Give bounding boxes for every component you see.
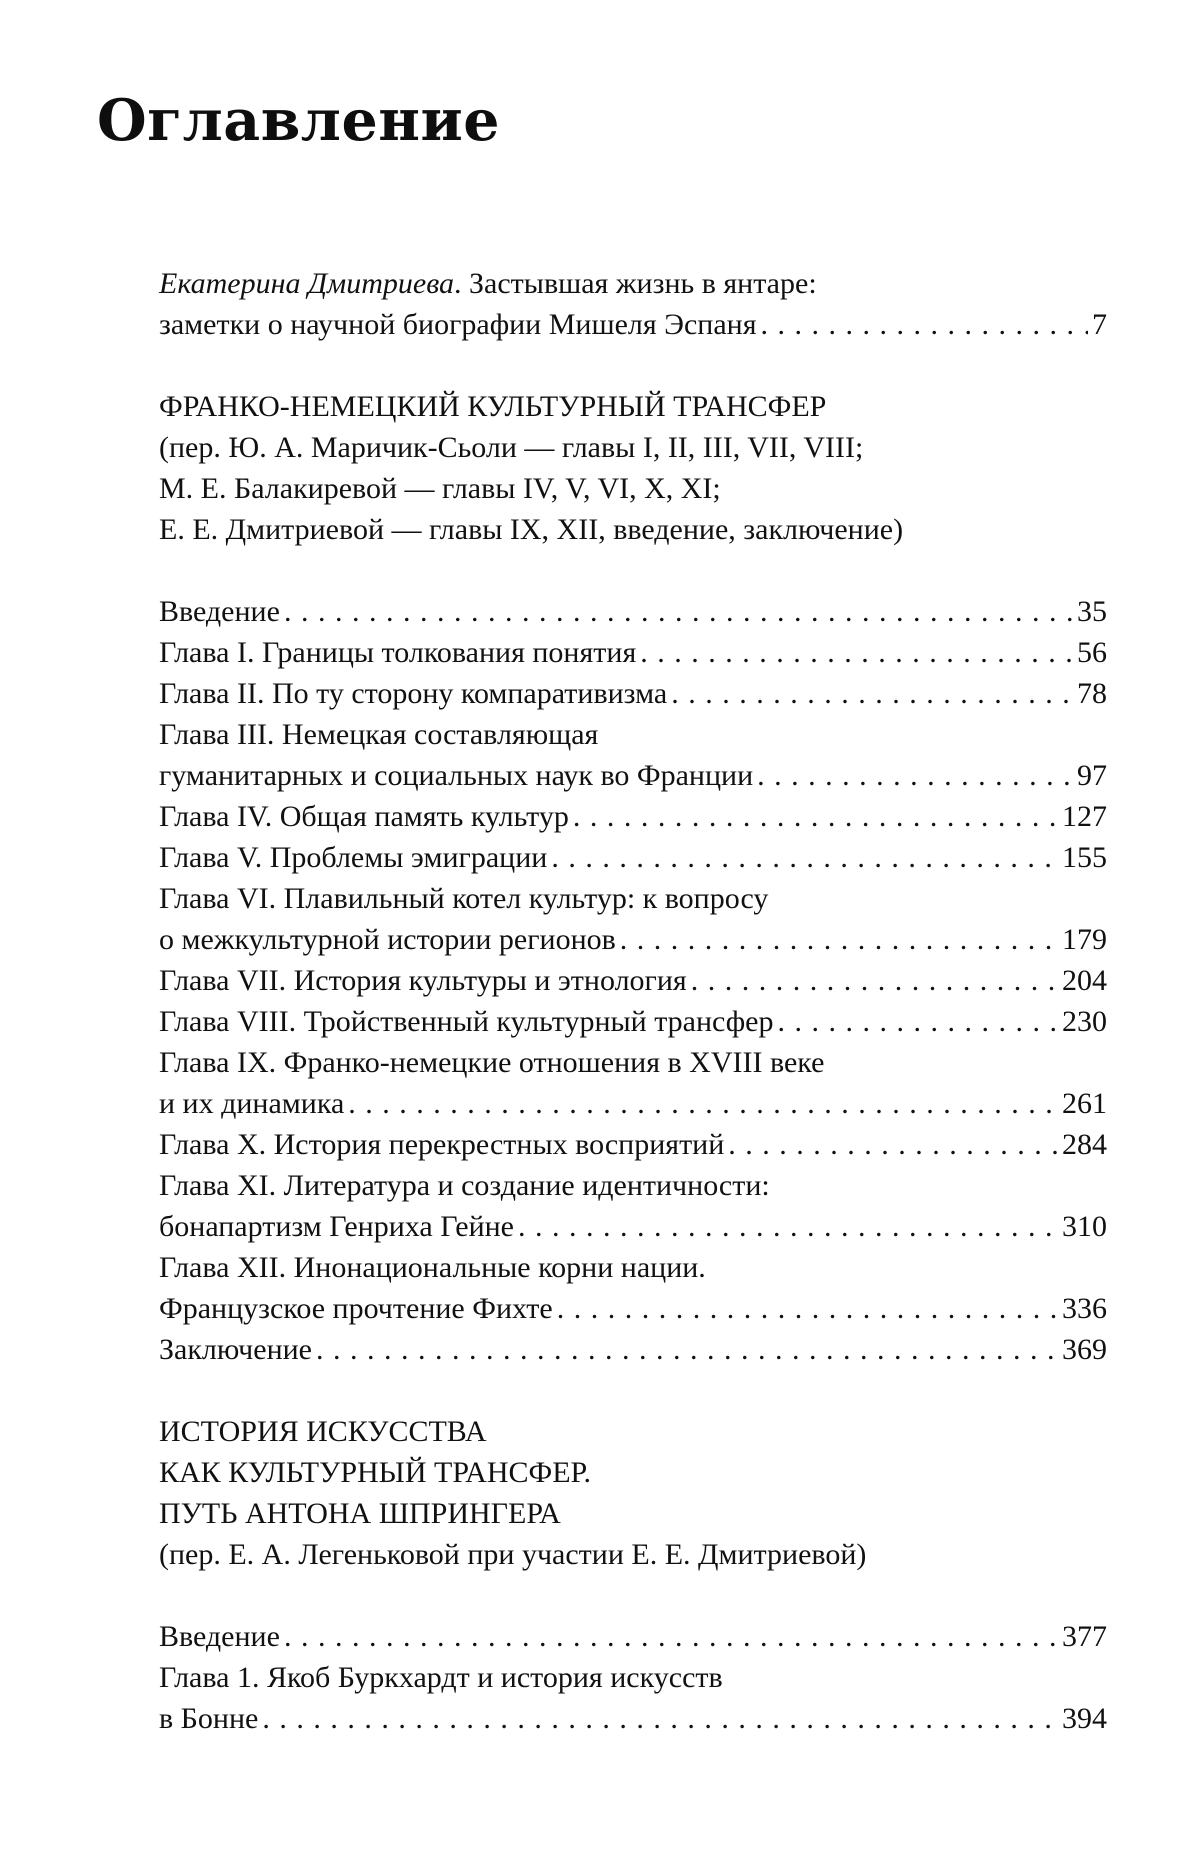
page-number: 35 (1077, 595, 1107, 628)
toc-entry-title: Глава I. Границы толкования понятия (159, 636, 637, 669)
page-number: 394 (1062, 1702, 1107, 1735)
toc-entry (159, 878, 1107, 960)
part-2-entries (159, 1616, 1107, 1739)
dot-leader (620, 919, 1058, 960)
page-number: 336 (1062, 1292, 1107, 1325)
toc-entry (159, 1657, 1107, 1739)
part-2-heading-line: ПУТЬ АНТОНА ШПРИНГЕРА (159, 1497, 561, 1530)
page-number: 377 (1062, 1620, 1107, 1653)
part-1-translators-line: (пер. Ю. А. Маричик-Сьоли — главы I, II, III, VII, VIII; (159, 431, 864, 464)
part-2-heading-line: ИСТОРИЯ ИСКУССТВА (159, 1415, 487, 1448)
toc-entry-title: и их динамика (159, 1087, 345, 1120)
toc-entry-line: Глава VI. Плавильный котел культур: к вопросу (159, 882, 769, 915)
toc-entry (159, 1165, 1107, 1247)
toc-entry (159, 960, 1107, 1001)
dot-leader (518, 1206, 1058, 1247)
toc-entry-title: бонапартизм Генриха Гейне (159, 1210, 514, 1243)
intro-author: Екатерина Дмитриева (159, 267, 455, 300)
toc-entry-line: Глава XII. Инонациональные корни нации. (159, 1251, 706, 1284)
intro-title-line-2: заметки о научной биографии Мишеля Эспаня (159, 308, 757, 341)
part-2-translators-line: (пер. Е. А. Легеньковой при участии Е. Е. Дмитриевой) (159, 1538, 867, 1571)
page-number: 7 (1092, 308, 1107, 341)
part-1-translators-line: Е. Е. Дмитриевой — главы IX, XII, введение, заключение) (159, 513, 904, 546)
table-of-contents (159, 263, 1107, 1739)
part-2-header (159, 1411, 1107, 1575)
toc-entry (159, 1042, 1107, 1124)
dot-leader (284, 591, 1073, 632)
toc-entry-title: Глава VII. История культуры и этнология (159, 964, 687, 997)
toc-entry-line: Глава XI. Литература и создание идентичности: (159, 1169, 770, 1202)
dot-leader (691, 960, 1058, 1001)
toc-entry (159, 796, 1107, 837)
toc-entry (159, 1616, 1107, 1657)
page-number: 155 (1062, 841, 1107, 874)
toc-entry-title: Глава IV. Общая память культур (159, 800, 569, 833)
toc-entry-line: Глава 1. Якоб Буркхардт и история искусств (159, 1661, 723, 1694)
page-number: 204 (1062, 964, 1107, 997)
toc-entry-line: Глава IX. Франко-немецкие отношения в XVIII веке (159, 1046, 825, 1079)
part-1-translators-line: М. Е. Балакиревой — главы IV, V, VI, X, XI; (159, 472, 721, 505)
intro-title-line-1: . Застывшая жизнь в янтаре: (454, 267, 817, 300)
dot-leader (757, 755, 1073, 796)
dot-leader (348, 1083, 1058, 1124)
toc-entry (159, 837, 1107, 878)
part-2-heading-line: КАК КУЛЬТУРНЫЙ ТРАНСФЕР. (159, 1456, 591, 1489)
page-number: 261 (1062, 1087, 1107, 1120)
toc-entry-title: в Бонне (159, 1702, 259, 1735)
dot-leader (262, 1698, 1058, 1739)
page-number: 179 (1062, 923, 1107, 956)
page-number: 97 (1077, 759, 1107, 792)
toc-entry-line: Глава III. Немецкая составляющая (159, 718, 599, 751)
page-number: 78 (1077, 677, 1107, 710)
part-1-heading: ФРАНКО-НЕМЕЦКИЙ КУЛЬТУРНЫЙ ТРАНСФЕР (159, 390, 827, 423)
dot-leader (557, 1288, 1058, 1329)
toc-intro-entry (159, 263, 1107, 345)
toc-entry-title: Глава X. История перекрестных восприятий (159, 1128, 725, 1161)
toc-entry (159, 632, 1107, 673)
dot-leader (573, 796, 1058, 837)
toc-entry (159, 1001, 1107, 1042)
page-number: 369 (1062, 1333, 1107, 1366)
page-title: Оглавление (97, 87, 501, 154)
toc-entry-title: Введение (159, 1620, 280, 1653)
page-number: 284 (1062, 1128, 1107, 1161)
toc-entry-title: Введение (159, 595, 280, 628)
part-1-entries (159, 591, 1107, 1370)
page-number: 56 (1077, 636, 1107, 669)
dot-leader (671, 673, 1073, 714)
toc-entry (159, 1124, 1107, 1165)
toc-entry-title: Заключение (159, 1333, 312, 1366)
page-number: 230 (1062, 1005, 1107, 1038)
toc-entry-title: Глава II. По ту сторону компаративизма (159, 677, 668, 710)
toc-entry (159, 591, 1107, 632)
toc-entry-title: о межкультурной истории регионов (159, 923, 616, 956)
page-number: 127 (1062, 800, 1107, 833)
dot-leader (316, 1329, 1058, 1370)
toc-entry (159, 1247, 1107, 1329)
dot-leader (761, 304, 1089, 345)
toc-entry-title: Глава VIII. Тройственный культурный трансфер (159, 1005, 774, 1038)
toc-entry (159, 673, 1107, 714)
part-1-header (159, 386, 1107, 550)
dot-leader (778, 1001, 1059, 1042)
dot-leader (284, 1616, 1058, 1657)
toc-entry (159, 1329, 1107, 1370)
toc-entry-title: Глава V. Проблемы эмиграции (159, 841, 548, 874)
page-number: 310 (1062, 1210, 1107, 1243)
toc-entry-title: гуманитарных и социальных наук во Франции (159, 759, 754, 792)
toc-entry (159, 714, 1107, 796)
toc-entry-title: Французское прочтение Фихте (159, 1292, 553, 1325)
dot-leader (551, 837, 1058, 878)
dot-leader (640, 632, 1073, 673)
dot-leader (728, 1124, 1058, 1165)
